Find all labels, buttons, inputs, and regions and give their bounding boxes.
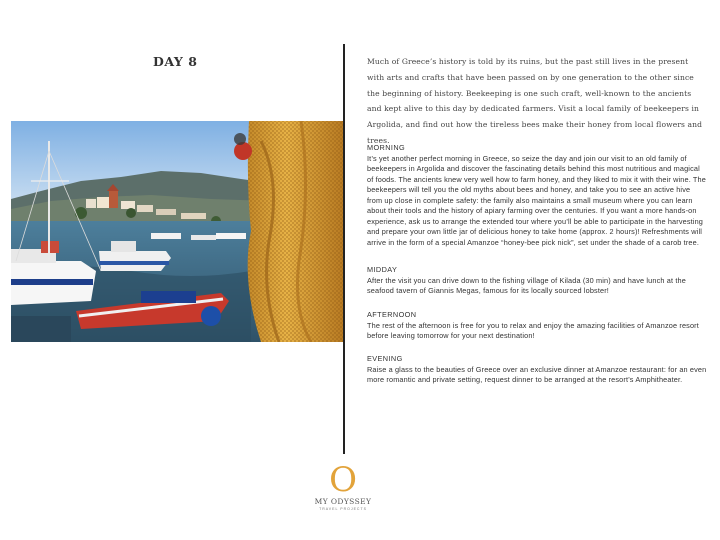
evening-body: Raise a glass to the beauties of Greece over an exclusive dinner at Amanzoe restaurant: for an even more romantic and private setting, request dinner to be arranged at the resort’s Amphitheater. [367,364,707,384]
midday-section [367,265,707,297]
svg-text:O: O [329,462,357,496]
morning-section [367,143,707,248]
morning-body: It’s yet another perfect morning in Greece, so seize the day and join our visit to an old family of beekeepers in Argolida and discover the fascinating details behind this most nutritious and magical of foods. The ancients knew very well how to farm honey, and they liked to mix it with their wine. The beekeepers will tell you the old myths about bees and honey, and take you to see an active hive from up close in complete safety: the family also maintains a small museum where you can learn about their tools and the history of apiary farming over the centuries. If you want a more hands-on experience, ask us to arrange the extended tour where you’ll be able to participate in the harvesting and prepare your own little jar of delicious honey to take home (approx. 2 hours)! Refreshments will arrive in the form of a special Amanzoe “honey-bee pick nick”, set under the shade of a carob tree. [367,153,706,247]
logo-o-mark [328,462,358,496]
logo-brand-text: MY ODYSSEY [314,497,372,506]
afternoon-section [367,310,707,342]
midday-heading: MIDDAY [367,265,398,274]
evening-heading: EVENING [367,354,403,363]
intro-paragraph: Much of Greece’s history is told by its ruins, but the past still lives in the present with arts and crafts that have been passed on by one generation to the other since the beginning of history. Beekeeping is one such craft, well-known to the ancients and kept alive to this day by dedicated farmers. Visit a local family of beekeepers in Argolida, and find out how the tireless bees make their honey from local flowers and trees. [367,57,703,145]
afternoon-heading: AFTERNOON [367,310,417,319]
my-odyssey-logo [306,462,380,511]
vertical-divider [343,44,345,454]
harbor-photo [11,121,344,342]
midday-body: After the visit you can drive down to the fishing village of Kilada (30 min) and have lunch at the seafood tavern of Giannis Megas, famous for its locally sourced lobster! [367,275,686,295]
morning-heading: MORNING [367,143,406,152]
logo-tagline: TRAVEL PROJECTS [319,507,367,511]
day-title: DAY 8 [153,54,198,69]
afternoon-body: The rest of the afternoon is free for you to relax and enjoy the amazing facilities of Amanzoe resort before leaving tomorrow for your next destination! [367,320,699,340]
evening-section [367,354,707,386]
